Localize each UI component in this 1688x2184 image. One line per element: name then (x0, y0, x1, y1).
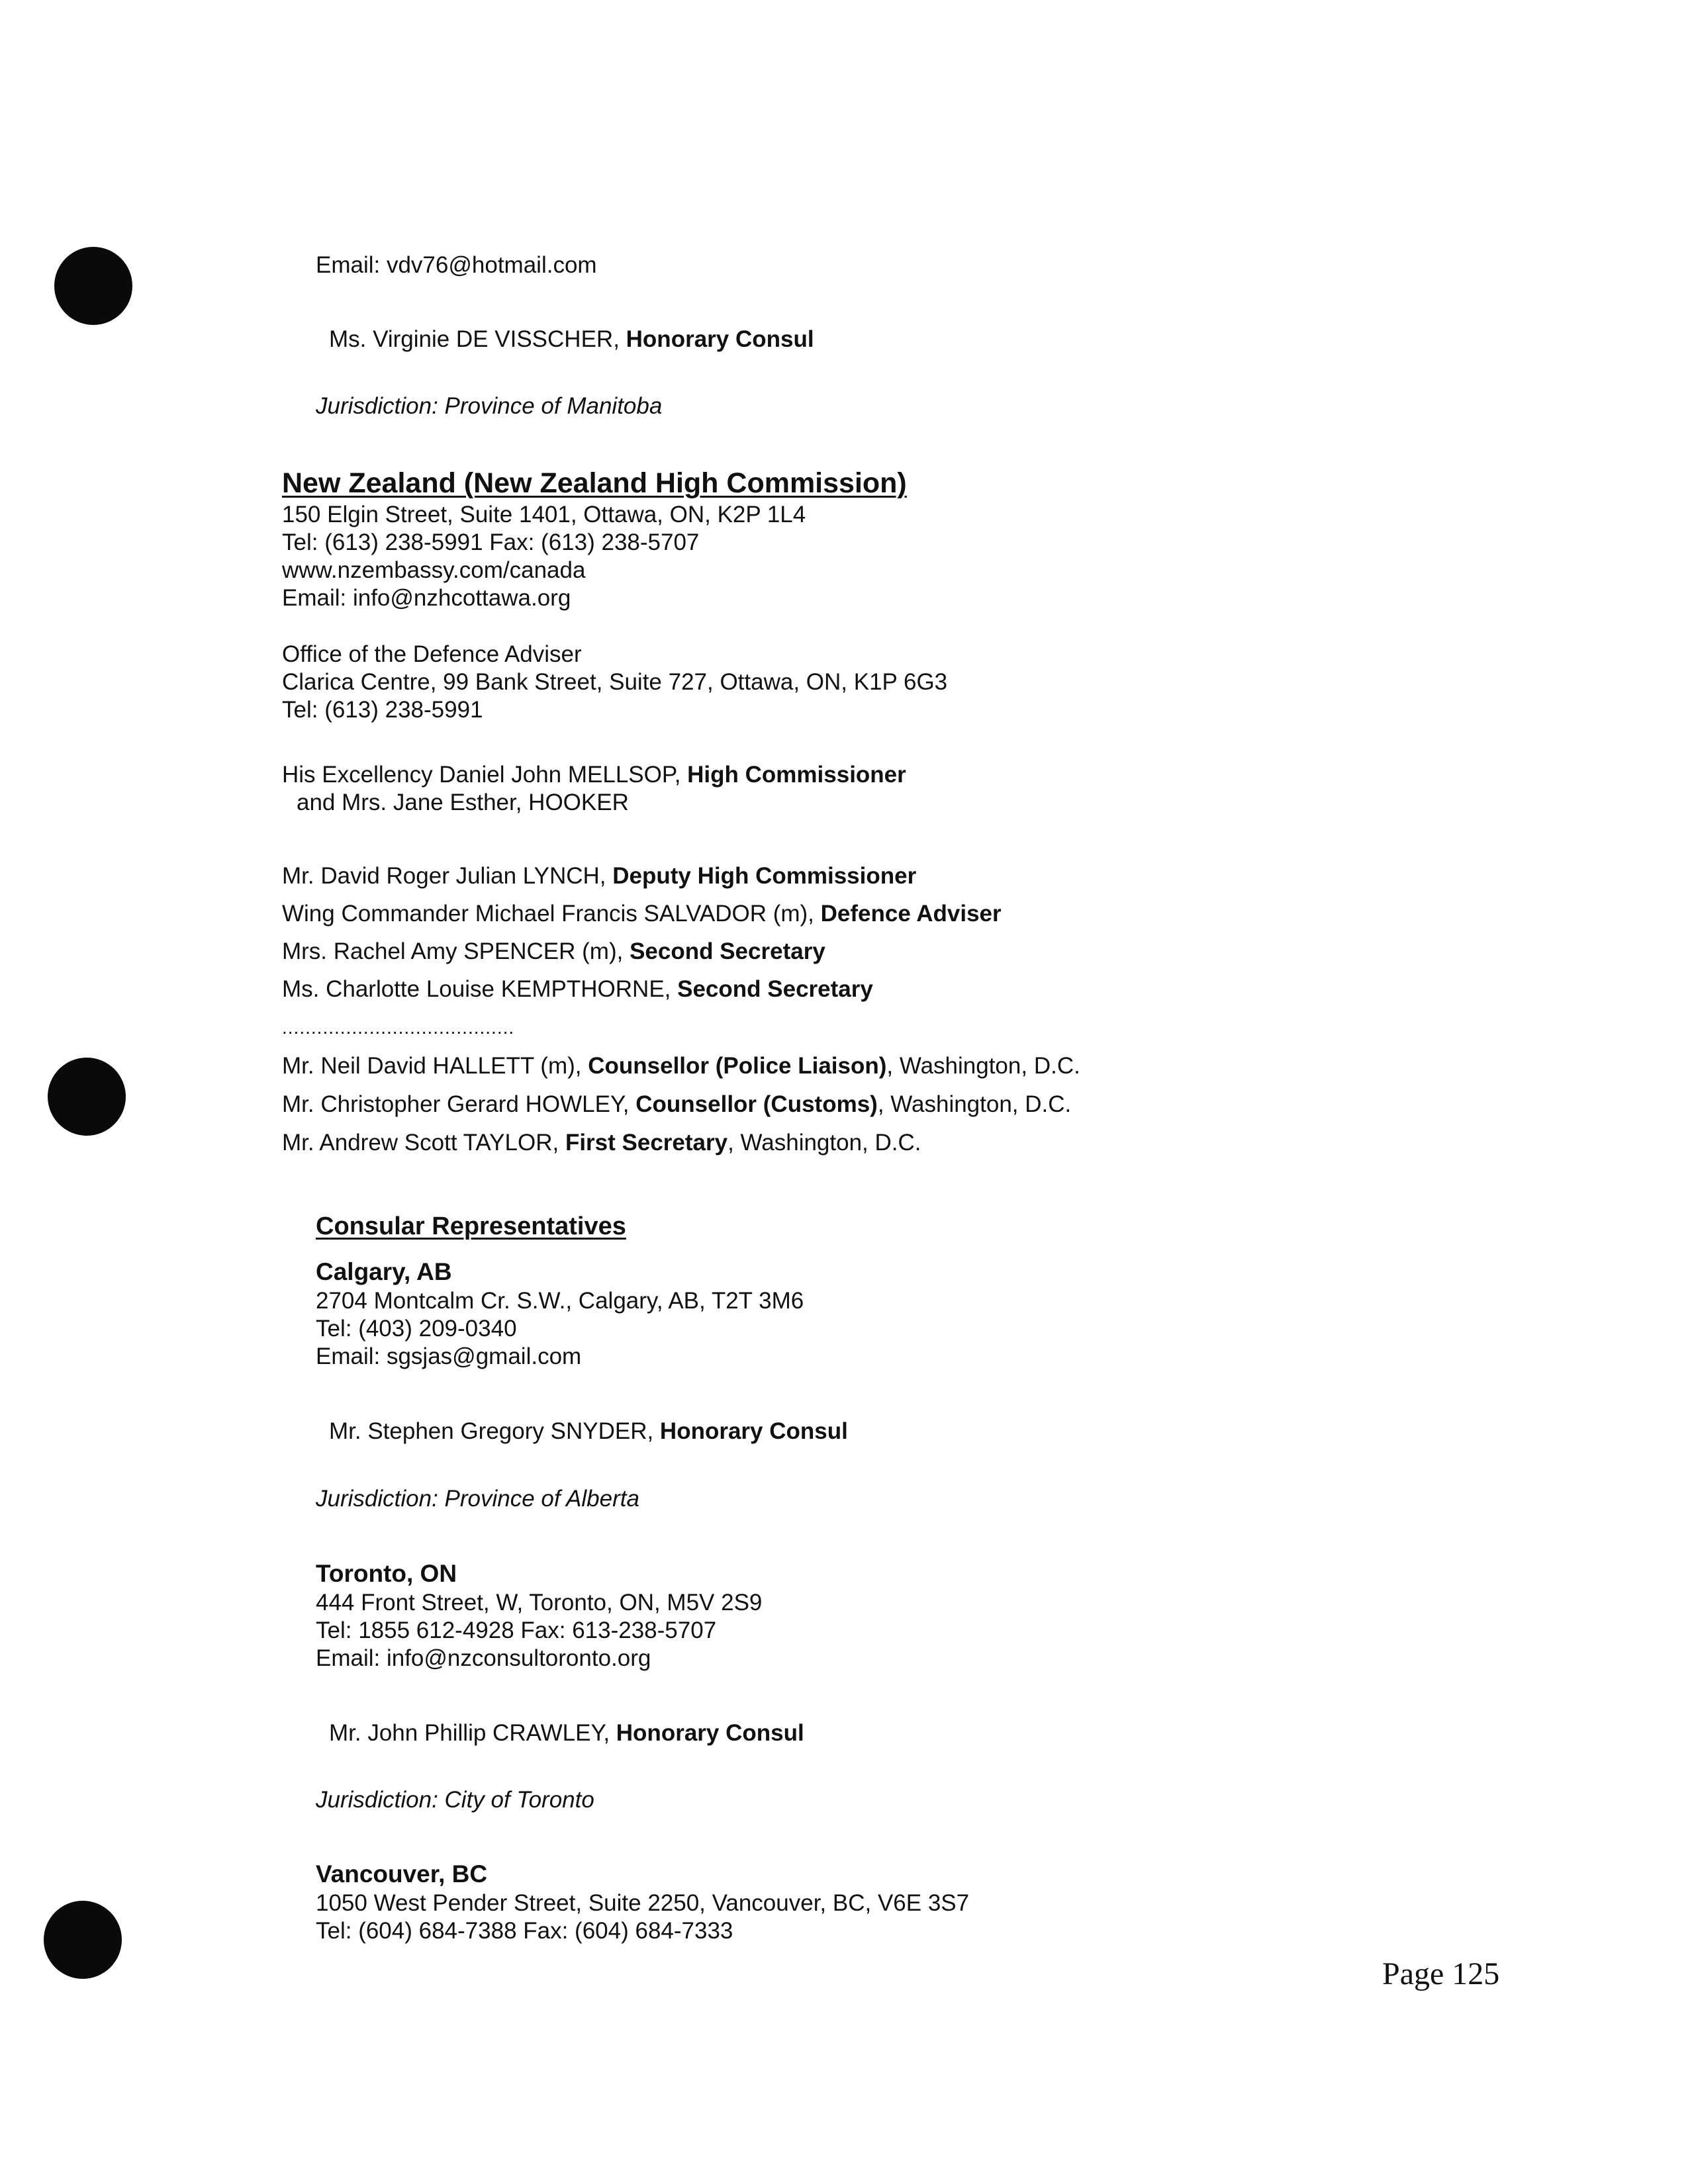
mission-phone-line: Tel: (613) 238-5991 Fax: (613) 238-5707 (282, 529, 700, 555)
consular-heading: Consular Representatives (316, 1212, 626, 1240)
washington-staff-entry (282, 1091, 1071, 1118)
toronto-email: Email: info@nzconsultoronto.org (316, 1645, 651, 1671)
calgary-address: 2704 Montcalm Cr. S.W., Calgary, AB, T2T 3M6 (316, 1288, 804, 1314)
calgary-consul-name: Mr. Stephen Gregory SNYDER, (329, 1418, 660, 1444)
mission-website: www.nzembassy.com/canada (282, 557, 586, 583)
toronto-city: Toronto, ON (316, 1560, 457, 1587)
previous-consul-name: Ms. Virginie DE VISSCHER, (329, 326, 626, 352)
calgary-jurisdiction: Jurisdiction: Province of Alberta (316, 1486, 639, 1512)
staff-name: Mrs. Rachel Amy SPENCER (m), (282, 938, 630, 964)
staff-title: Counsellor (Police Liaison) (588, 1053, 887, 1079)
staff-entry (282, 862, 916, 890)
previous-consul-line (329, 326, 814, 353)
calgary-consul-title: Honorary Consul (659, 1418, 848, 1444)
washington-staff-entry (282, 1129, 921, 1157)
staff-title: Deputy High Commissioner (612, 863, 917, 889)
staff-entry (282, 938, 825, 966)
staff-name: Ms. Charlotte Louise KEMPTHORNE, (282, 976, 678, 1002)
previous-consul-email: Email: vdv76@hotmail.com (316, 252, 597, 278)
staff-location: , Washington, D.C. (886, 1053, 1080, 1079)
head-of-mission (282, 761, 906, 789)
staff-name: Wing Commander Michael Francis SALVADOR (m), (282, 901, 821, 927)
staff-title: Second Secretary (630, 938, 825, 964)
toronto-consul (329, 1719, 804, 1747)
staff-entry (282, 976, 873, 1003)
staff-title: Second Secretary (677, 976, 873, 1002)
staff-entry (282, 900, 1002, 928)
head-of-mission-spouse: and Mrs. Jane Esther, HOOKER (297, 790, 629, 815)
staff-location: , Washington, D.C. (877, 1091, 1072, 1117)
head-of-mission-name: His Excellency Daniel John MELLSOP, (282, 762, 688, 788)
defence-office-address: Clarica Centre, 99 Bank Street, Suite 727, Ottawa, ON, K1P 6G3 (282, 669, 948, 695)
calgary-email: Email: sgsjas@gmail.com (316, 1343, 582, 1369)
defence-office-phone: Tel: (613) 238-5991 (282, 697, 483, 723)
previous-consul-title: Honorary Consul (626, 326, 814, 352)
washington-staff-entry (282, 1052, 1080, 1080)
section-separator: ........................................ (282, 1017, 515, 1038)
staff-name: Mr. Neil David HALLETT (m), (282, 1053, 588, 1079)
calgary-consul (329, 1418, 848, 1445)
staff-name: Mr. Christopher Gerard HOWLEY, (282, 1091, 636, 1117)
staff-name: Mr. David Roger Julian LYNCH, (282, 863, 613, 889)
toronto-consul-name: Mr. John Phillip CRAWLEY, (329, 1720, 616, 1746)
previous-consul-jurisdiction: Jurisdiction: Province of Manitoba (316, 393, 663, 419)
toronto-jurisdiction: Jurisdiction: City of Toronto (316, 1787, 594, 1813)
mission-heading: New Zealand (New Zealand High Commission) (282, 467, 907, 499)
vancouver-address: 1050 West Pender Street, Suite 2250, Vancouver, BC, V6E 3S7 (316, 1890, 970, 1916)
head-of-mission-title: High Commissioner (687, 762, 906, 788)
toronto-address: 444 Front Street, W, Toronto, ON, M5V 2S9 (316, 1590, 763, 1615)
toronto-consul-title: Honorary Consul (616, 1720, 804, 1746)
vancouver-phone: Tel: (604) 684-7388 Fax: (604) 684-7333 (316, 1918, 733, 1944)
staff-title: First Secretary (565, 1130, 728, 1156)
toronto-phone: Tel: 1855 612-4928 Fax: 613-238-5707 (316, 1617, 717, 1643)
page-number: Page 125 (1382, 1956, 1500, 1991)
staff-title: Defence Adviser (820, 901, 1002, 927)
mission-address-line: 150 Elgin Street, Suite 1401, Ottawa, ON, K2P 1L4 (282, 502, 806, 527)
staff-location: , Washington, D.C. (727, 1130, 921, 1156)
vancouver-city: Vancouver, BC (316, 1860, 488, 1888)
calgary-city: Calgary, AB (316, 1258, 452, 1285)
mission-email: Email: info@nzhcottawa.org (282, 585, 571, 611)
staff-title: Counsellor (Customs) (635, 1091, 878, 1117)
punch-hole-top (54, 247, 132, 325)
punch-hole-middle (48, 1058, 126, 1136)
defence-office-title: Office of the Defence Adviser (282, 641, 582, 667)
staff-name: Mr. Andrew Scott TAYLOR, (282, 1130, 565, 1156)
calgary-phone: Tel: (403) 209-0340 (316, 1316, 517, 1342)
punch-hole-bottom (44, 1901, 122, 1979)
